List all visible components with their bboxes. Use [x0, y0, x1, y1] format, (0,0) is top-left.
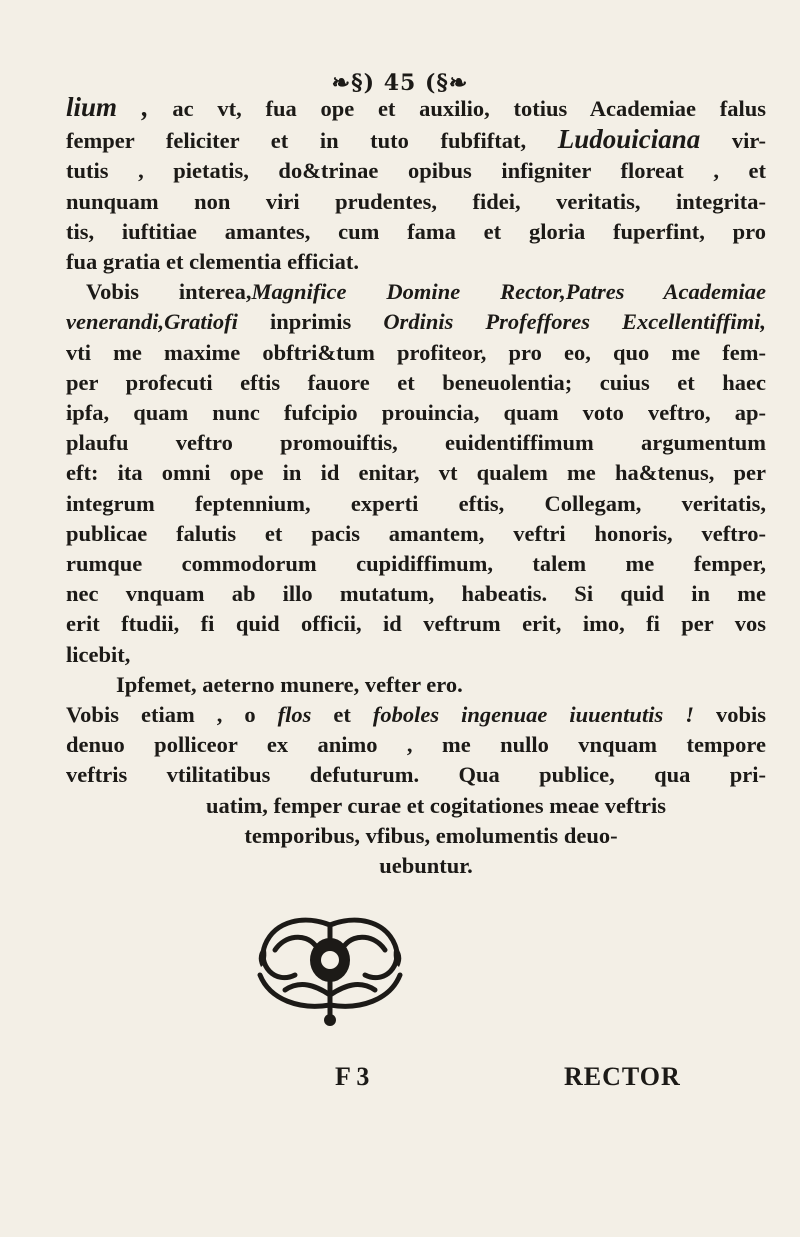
text-line: Vobis etiam , o flos et foboles ingenuae iuuentutis ! vobis [66, 702, 767, 728]
text-line: denuo polliceor ex animo , me nullo vnquam tempore [66, 732, 766, 758]
text-line: integrum feptennium, experti eftis, Collegam, veritatis, [66, 490, 766, 516]
text-line: plaufu veftro promouiftis, euidentiffimum argumentum [66, 430, 766, 456]
page-number: 45 [383, 70, 417, 96]
signature-mark: F 3 [335, 1062, 370, 1091]
foliate-ornament-icon [245, 905, 415, 1030]
text-line: uatim, femper curae et cogitationes meae veftris [205, 792, 667, 818]
text-line: licebit, [66, 641, 131, 667]
text-line: rumque commodorum cupidiffimum, talem me femper, [66, 551, 766, 577]
text-line: publicae falutis et pacis amantem, veftri honoris, veftro- [66, 520, 766, 546]
text-line: nunquam non viri prudentes, fidei, veritatis, integrita- [66, 188, 766, 214]
text-line: venerandi,Gratiofi inprimis Ordinis Profeffores Excellentiffimi, [66, 309, 766, 335]
text-line: temporibus, vfibus, emolumentis deuo- [244, 822, 618, 848]
body-text [66, 92, 766, 881]
tailpiece-ornament [245, 905, 415, 1030]
header-ornament-right: (§❧ [424, 70, 469, 96]
text-line: vti me maxime obftri&tum profiteor, pro eo, quo me fem- [66, 339, 766, 365]
page-footer [0, 1062, 800, 1102]
text-line: femper feliciter et in tuto fubfiftat, Ludouiciana vir- [66, 124, 767, 155]
text-line: tis, iuftitiae amantes, cum fama et gloria fuperfint, pro [66, 218, 766, 244]
text-line: lium , ac vt, fua ope et auxilio, totius Academiae falus [66, 92, 767, 122]
text-line: tutis , pietatis, do&trinae opibus infigniter floreat , et [66, 158, 766, 184]
text-line: per profecuti eftis fauore et beneuolentia; cuius et haec [66, 369, 766, 395]
catchword: RECTOR [564, 1062, 681, 1091]
text-line: erit ftudii, fi quid officii, id veftrum erit, imo, fi per vos [66, 611, 766, 637]
header-ornament-left: ❧§) [331, 70, 376, 96]
text-line: ipfa, quam nunc fufcipio prouincia, quam voto veftro, ap- [66, 400, 766, 426]
text-line: Vobis interea,Magnifice Domine Rector,Patres Academiae [86, 279, 766, 305]
text-line: veftris vtilitatibus defuturum. Qua publice, qua pri- [66, 762, 766, 788]
text-line: eft: ita omni ope in id enitar, vt qualem me ha&tenus, per [66, 460, 766, 486]
text-line: Ipfemet, aeterno munere, vefter ero. [116, 671, 463, 697]
text-line: nec vnquam ab illo mutatum, habeatis. Si quid in me [66, 581, 766, 607]
text-line: fua gratia et clementia efficiat. [66, 249, 360, 275]
text-line: uebuntur. [379, 853, 473, 879]
